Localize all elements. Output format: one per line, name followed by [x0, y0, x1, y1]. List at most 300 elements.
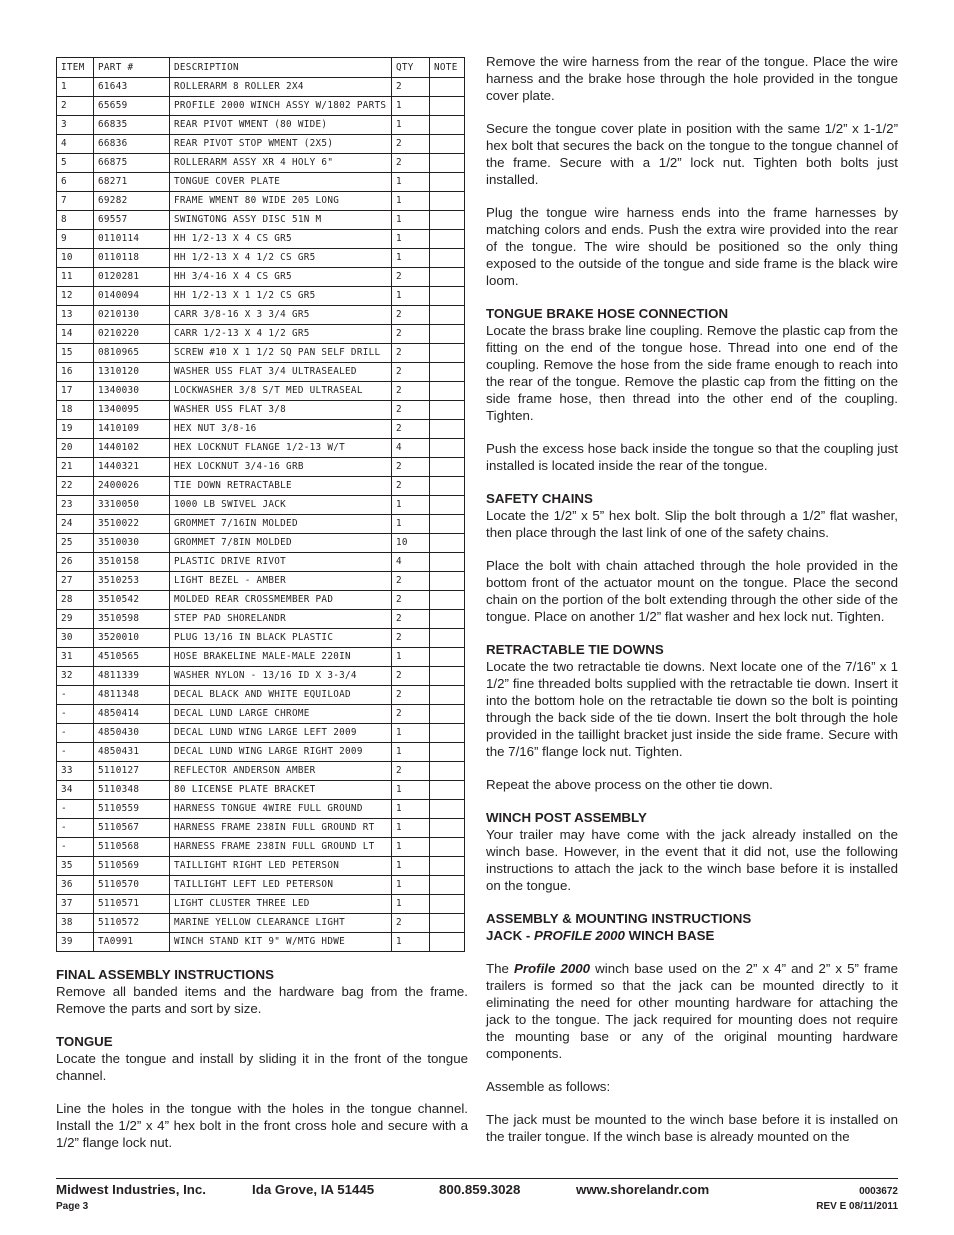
table-row	[57, 515, 465, 534]
table-row	[57, 857, 465, 876]
row-note	[430, 648, 465, 667]
row-part-number: 61643	[94, 78, 170, 97]
row-note	[430, 325, 465, 344]
row-part-number: 69557	[94, 211, 170, 230]
row-description: MARINE YELLOW CLEARANCE LIGHT	[170, 914, 392, 933]
row-qty: 2	[392, 914, 430, 933]
row-qty: 1	[392, 781, 430, 800]
table-row	[57, 287, 465, 306]
table-row	[57, 325, 465, 344]
row-description: ROLLERARM ASSY XR 4 HOLY 6"	[170, 154, 392, 173]
table-row	[57, 401, 465, 420]
row-note	[430, 344, 465, 363]
row-note	[430, 800, 465, 819]
wire-harness-paragraph: Remove the wire harness from the rear of the tongue. Place the wire harness and the brake hose through the hole provided in the tongue cover plate.	[486, 54, 898, 103]
table-row	[57, 268, 465, 287]
row-description: GROMMET 7/8IN MOLDED	[170, 534, 392, 553]
row-qty: 2	[392, 135, 430, 154]
row-qty: 1	[392, 230, 430, 249]
jack-heading-suffix: WINCH BASE	[624, 928, 715, 943]
row-part-number: 4850430	[94, 724, 170, 743]
safety-chains-paragraph-1: Locate the 1/2” x 5” hex bolt. Slip the bolt through a 1/2” flat washer, then place through the last link of one of the safety chains.	[486, 508, 898, 540]
row-item: 17	[57, 382, 94, 401]
row-note	[430, 629, 465, 648]
row-part-number: TA0991	[94, 933, 170, 952]
row-part-number: 5110348	[94, 781, 170, 800]
table-row	[57, 249, 465, 268]
row-part-number: 0120281	[94, 268, 170, 287]
row-description: MOLDED REAR CROSSMEMBER PAD	[170, 591, 392, 610]
table-row	[57, 439, 465, 458]
row-note	[430, 211, 465, 230]
row-qty: 2	[392, 458, 430, 477]
row-item: 27	[57, 572, 94, 591]
row-item: 38	[57, 914, 94, 933]
row-qty: 1	[392, 800, 430, 819]
row-part-number: 1340030	[94, 382, 170, 401]
row-note	[430, 230, 465, 249]
row-description: DECAL LUND WING LARGE LEFT 2009	[170, 724, 392, 743]
row-note	[430, 762, 465, 781]
row-note	[430, 914, 465, 933]
row-item: 28	[57, 591, 94, 610]
table-row	[57, 97, 465, 116]
tongue-paragraph-1: Locate the tongue and install by sliding it in the front of the tongue channel.	[56, 1051, 468, 1083]
row-qty: 2	[392, 268, 430, 287]
row-note	[430, 819, 465, 838]
table-row	[57, 876, 465, 895]
row-description: PLUG 13/16 IN BLACK PLASTIC	[170, 629, 392, 648]
jack-heading-product: PROFILE 2000	[534, 928, 625, 943]
row-item: -	[57, 724, 94, 743]
row-note	[430, 420, 465, 439]
table-row	[57, 230, 465, 249]
row-description: REFLECTOR ANDERSON AMBER	[170, 762, 392, 781]
table-row	[57, 648, 465, 667]
table-row	[57, 667, 465, 686]
row-part-number: 3510598	[94, 610, 170, 629]
row-part-number: 5110569	[94, 857, 170, 876]
row-note	[430, 838, 465, 857]
row-part-number: 4811339	[94, 667, 170, 686]
footer-website: www.shorelandr.com	[576, 1182, 710, 1197]
row-note	[430, 857, 465, 876]
header-part-number: PART #	[94, 58, 170, 78]
tongue-paragraph-2: Line the holes in the tongue with the holes in the tongue channel. Install the 1/2” x 4” hex bolt in the front cross hole and secure with a 1/2” flange lock nut.	[56, 1101, 468, 1150]
row-item: 9	[57, 230, 94, 249]
row-qty: 1	[392, 895, 430, 914]
row-qty: 10	[392, 534, 430, 553]
row-note	[430, 477, 465, 496]
row-qty: 1	[392, 192, 430, 211]
row-part-number: 1440321	[94, 458, 170, 477]
row-note	[430, 534, 465, 553]
row-note	[430, 116, 465, 135]
row-qty: 2	[392, 325, 430, 344]
row-part-number: 4510565	[94, 648, 170, 667]
row-note	[430, 382, 465, 401]
row-item: 21	[57, 458, 94, 477]
row-description: HOSE BRAKELINE MALE-MALE 220IN	[170, 648, 392, 667]
row-qty: 2	[392, 382, 430, 401]
row-item: 23	[57, 496, 94, 515]
footer-document-number: 0003672	[859, 1186, 898, 1197]
table-row	[57, 382, 465, 401]
row-note	[430, 268, 465, 287]
brake-hose-paragraph-2: Push the excess hose back inside the tongue so that the coupling just installed is located inside the rear of the tongue.	[486, 441, 898, 473]
row-qty: 1	[392, 648, 430, 667]
assemble-as-follows-paragraph: Assemble as follows:	[486, 1079, 611, 1094]
row-item: -	[57, 686, 94, 705]
jack-heading-line-1: ASSEMBLY & MOUNTING INSTRUCTIONS	[486, 911, 752, 926]
row-part-number: 3510542	[94, 591, 170, 610]
table-row	[57, 78, 465, 97]
row-item: 33	[57, 762, 94, 781]
row-part-number: 65659	[94, 97, 170, 116]
row-item: -	[57, 743, 94, 762]
row-note	[430, 743, 465, 762]
table-row	[57, 914, 465, 933]
row-qty: 2	[392, 306, 430, 325]
row-description: ROLLERARM 8 ROLLER 2X4	[170, 78, 392, 97]
table-row	[57, 895, 465, 914]
row-note	[430, 306, 465, 325]
row-note	[430, 363, 465, 382]
row-part-number: 5110570	[94, 876, 170, 895]
row-item: 4	[57, 135, 94, 154]
row-item: 3	[57, 116, 94, 135]
row-qty: 2	[392, 686, 430, 705]
row-qty: 2	[392, 629, 430, 648]
row-qty: 1	[392, 933, 430, 952]
table-row	[57, 800, 465, 819]
row-item: -	[57, 800, 94, 819]
row-description: TAILLIGHT LEFT LED PETERSON	[170, 876, 392, 895]
row-note	[430, 781, 465, 800]
table-row	[57, 629, 465, 648]
row-part-number: 5110571	[94, 895, 170, 914]
row-description: DECAL LUND LARGE CHROME	[170, 705, 392, 724]
winch-post-paragraph: Your trailer may have come with the jack already installed on the winch base. However, in the event that it did not, use the following instructions to attach the jack to the winch base before it is installed on the tongue.	[486, 827, 898, 893]
footer-page-number: Page 3	[56, 1201, 89, 1212]
table-row	[57, 192, 465, 211]
row-part-number: 66835	[94, 116, 170, 135]
row-part-number: 0140094	[94, 287, 170, 306]
row-part-number: 5110568	[94, 838, 170, 857]
header-qty: QTY	[392, 58, 430, 78]
row-part-number: 0210130	[94, 306, 170, 325]
row-part-number: 2400026	[94, 477, 170, 496]
row-qty: 1	[392, 116, 430, 135]
row-note	[430, 154, 465, 173]
table-row	[57, 553, 465, 572]
row-description: TAILLIGHT RIGHT LED PETERSON	[170, 857, 392, 876]
row-note	[430, 876, 465, 895]
footer-revision: REV E 08/11/2011	[816, 1201, 898, 1212]
tie-downs-paragraph-2: Repeat the above process on the other tie down.	[486, 777, 773, 792]
row-note	[430, 78, 465, 97]
row-qty: 2	[392, 401, 430, 420]
table-row	[57, 363, 465, 382]
row-item: -	[57, 819, 94, 838]
table-row	[57, 838, 465, 857]
table-row	[57, 933, 465, 952]
table-row	[57, 743, 465, 762]
row-item: 14	[57, 325, 94, 344]
table-row	[57, 477, 465, 496]
table-row	[57, 154, 465, 173]
row-part-number: 66836	[94, 135, 170, 154]
winch-post-heading: WINCH POST ASSEMBLY	[486, 810, 647, 825]
parts-table-body	[57, 78, 465, 952]
row-description: HH 3/4-16 X 4 CS GR5	[170, 268, 392, 287]
row-description: TIE DOWN RETRACTABLE	[170, 477, 392, 496]
row-description: CARR 1/2-13 X 4 1/2 GR5	[170, 325, 392, 344]
row-description: WINCH STAND KIT 9" W/MTG HDWE	[170, 933, 392, 952]
row-item: 29	[57, 610, 94, 629]
profile-paragraph-product: Profile 2000	[514, 961, 591, 976]
row-item: 11	[57, 268, 94, 287]
table-row	[57, 610, 465, 629]
row-description: REAR PIVOT WMENT (80 WIDE)	[170, 116, 392, 135]
row-qty: 2	[392, 363, 430, 382]
row-description: LIGHT CLUSTER THREE LED	[170, 895, 392, 914]
table-row	[57, 344, 465, 363]
row-qty: 1	[392, 515, 430, 534]
row-qty: 2	[392, 667, 430, 686]
row-part-number: 4850414	[94, 705, 170, 724]
row-part-number: 5110572	[94, 914, 170, 933]
row-description: DECAL LUND WING LARGE RIGHT 2009	[170, 743, 392, 762]
row-part-number: 69282	[94, 192, 170, 211]
row-note	[430, 895, 465, 914]
row-item: 13	[57, 306, 94, 325]
row-note	[430, 458, 465, 477]
row-description: WASHER NYLON - 13/16 ID X 3-3/4	[170, 667, 392, 686]
row-item: 24	[57, 515, 94, 534]
row-part-number: 3510158	[94, 553, 170, 572]
row-qty: 4	[392, 553, 430, 572]
row-item: 7	[57, 192, 94, 211]
table-row	[57, 534, 465, 553]
row-qty: 2	[392, 705, 430, 724]
row-item: 18	[57, 401, 94, 420]
row-item: 34	[57, 781, 94, 800]
row-qty: 2	[392, 610, 430, 629]
row-note	[430, 173, 465, 192]
header-item: ITEM	[57, 58, 94, 78]
final-assembly-heading: FINAL ASSEMBLY INSTRUCTIONS	[56, 967, 274, 982]
row-description: HH 1/2-13 X 1 1/2 CS GR5	[170, 287, 392, 306]
row-part-number: 68271	[94, 173, 170, 192]
row-qty: 2	[392, 78, 430, 97]
row-part-number: 1410109	[94, 420, 170, 439]
row-item: 1	[57, 78, 94, 97]
row-note	[430, 249, 465, 268]
left-text-column	[56, 966, 468, 1151]
table-row	[57, 496, 465, 515]
row-description: LOCKWASHER 3/8 S/T MED ULTRASEAL	[170, 382, 392, 401]
row-note	[430, 97, 465, 116]
row-description: SWINGTONG ASSY DISC 51N M	[170, 211, 392, 230]
row-qty: 1	[392, 249, 430, 268]
row-item: 12	[57, 287, 94, 306]
profile-2000-paragraph	[486, 960, 898, 1062]
row-note	[430, 705, 465, 724]
row-part-number: 0110118	[94, 249, 170, 268]
row-item: 31	[57, 648, 94, 667]
row-qty: 2	[392, 344, 430, 363]
row-note	[430, 553, 465, 572]
row-description: HEX NUT 3/8-16	[170, 420, 392, 439]
row-part-number: 3510030	[94, 534, 170, 553]
row-note	[430, 933, 465, 952]
profile-paragraph-start: The	[486, 961, 515, 976]
row-description: 80 LICENSE PLATE BRACKET	[170, 781, 392, 800]
row-part-number: 0210220	[94, 325, 170, 344]
row-description: DECAL BLACK AND WHITE EQUILOAD	[170, 686, 392, 705]
row-qty: 2	[392, 572, 430, 591]
header-description: DESCRIPTION	[170, 58, 392, 78]
row-description: WASHER USS FLAT 3/8	[170, 401, 392, 420]
row-item: 39	[57, 933, 94, 952]
row-note	[430, 724, 465, 743]
cover-plate-paragraph: Secure the tongue cover plate in position with the same 1/2” x 1-1/2” hex bolt that secures the back on the tongue to the tongue channel of the frame. Secure with a 1/2” lock nut. Tighten both bolts just installed.	[486, 121, 898, 187]
row-note	[430, 401, 465, 420]
jack-heading-prefix: JACK -	[486, 928, 535, 943]
row-description: HH 1/2-13 X 4 1/2 CS GR5	[170, 249, 392, 268]
parts-table-header-row	[57, 58, 465, 78]
table-row	[57, 705, 465, 724]
row-qty: 1	[392, 173, 430, 192]
parts-table	[56, 57, 465, 952]
row-part-number: 3510253	[94, 572, 170, 591]
row-description: HARNESS FRAME 238IN FULL GROUND LT	[170, 838, 392, 857]
jack-mounting-paragraph: The jack must be mounted to the winch base before it is installed on the trailer tongue. If the winch base is already mounted on the	[486, 1112, 898, 1144]
row-part-number: 5110559	[94, 800, 170, 819]
row-qty: 2	[392, 420, 430, 439]
jack-heading-line-2	[486, 927, 898, 944]
row-note	[430, 496, 465, 515]
table-row	[57, 762, 465, 781]
safety-chains-heading: SAFETY CHAINS	[486, 491, 593, 506]
plug-harness-paragraph: Plug the tongue wire harness ends into the frame harnesses by matching colors and ends. Push the extra wire provided into the rear of the tongue. The wire should be positioned so the only thing exposed to the outside of the tongue and side frame is the black wire loom.	[486, 205, 898, 288]
row-qty: 1	[392, 838, 430, 857]
row-qty: 1	[392, 743, 430, 762]
footer-divider	[56, 1178, 898, 1179]
row-note	[430, 572, 465, 591]
profile-paragraph-rest: winch base used on the 2” x 4” and 2” x 5” frame trailers is formed so that the jack can be mounted directly to it eliminating the need for other mounting hardware for attaching the jack to the tongue. The jack required for mounting does not require the mounting base or any of the original mounting hardware components.	[486, 961, 899, 1061]
row-item: 26	[57, 553, 94, 572]
table-row	[57, 116, 465, 135]
table-row	[57, 781, 465, 800]
row-description: HH 1/2-13 X 4 CS GR5	[170, 230, 392, 249]
row-description: GROMMET 7/16IN MOLDED	[170, 515, 392, 534]
row-description: PROFILE 2000 WINCH ASSY W/1802 PARTS	[170, 97, 392, 116]
row-item: 37	[57, 895, 94, 914]
row-qty: 4	[392, 439, 430, 458]
row-qty: 1	[392, 819, 430, 838]
row-item: 19	[57, 420, 94, 439]
row-description: WASHER USS FLAT 3/4 ULTRASEALED	[170, 363, 392, 382]
row-qty: 1	[392, 97, 430, 116]
row-item: 35	[57, 857, 94, 876]
tie-downs-paragraph-1: Locate the two retractable tie downs. Next locate one of the 7/16” x 1 1/2” fine threaded bolts supplied with the retractable tie down. Insert it into the bottom hole on the retractable tie down so the bolt is pointing through the back side of the tie down. Insert the bolt through the hole provided in the taillight bracket just inside the side frame. Secure with the 7/16” flange lock nut. Tighten.	[486, 659, 898, 759]
row-note	[430, 439, 465, 458]
row-item: 32	[57, 667, 94, 686]
table-row	[57, 458, 465, 477]
row-part-number: 5110567	[94, 819, 170, 838]
row-item: 8	[57, 211, 94, 230]
row-qty: 1	[392, 496, 430, 515]
row-description: REAR PIVOT STOP WMENT (2X5)	[170, 135, 392, 154]
row-note	[430, 591, 465, 610]
row-description: TONGUE COVER PLATE	[170, 173, 392, 192]
row-item: 15	[57, 344, 94, 363]
row-qty: 1	[392, 876, 430, 895]
row-item: -	[57, 705, 94, 724]
table-row	[57, 686, 465, 705]
row-note	[430, 135, 465, 154]
row-description: STEP PAD SHORELANDR	[170, 610, 392, 629]
brake-hose-heading: TONGUE BRAKE HOSE CONNECTION	[486, 306, 729, 321]
row-item: 6	[57, 173, 94, 192]
footer-company: Midwest Industries, Inc.	[56, 1182, 206, 1197]
row-item: 10	[57, 249, 94, 268]
row-qty: 2	[392, 477, 430, 496]
row-qty: 2	[392, 154, 430, 173]
row-note	[430, 515, 465, 534]
row-description: HEX LOCKNUT 3/4-16 GRB	[170, 458, 392, 477]
row-description: LIGHT BEZEL - AMBER	[170, 572, 392, 591]
final-assembly-paragraph: Remove all banded items and the hardware bag from the frame. Remove the parts and sort by size.	[56, 984, 468, 1016]
tongue-heading: TONGUE	[56, 1034, 113, 1049]
row-item: 16	[57, 363, 94, 382]
row-part-number: 0810965	[94, 344, 170, 363]
row-note	[430, 667, 465, 686]
safety-chains-paragraph-2: Place the bolt with chain attached through the hole provided in the bottom front of the actuator mount on the tongue. Place the second chain on the portion of the bolt extending through the other side of the tongue. Place on another 1/2” flat washer and hex lock nut. Tighten.	[486, 558, 898, 624]
row-part-number: 0110114	[94, 230, 170, 249]
row-item: 5	[57, 154, 94, 173]
row-description: 1000 LB SWIVEL JACK	[170, 496, 392, 515]
row-part-number: 3310050	[94, 496, 170, 515]
row-description: SCREW #10 X 1 1/2 SQ PAN SELF DRILL	[170, 344, 392, 363]
table-row	[57, 420, 465, 439]
row-item: 30	[57, 629, 94, 648]
row-note	[430, 192, 465, 211]
row-part-number: 3520010	[94, 629, 170, 648]
row-item: 2	[57, 97, 94, 116]
row-item: -	[57, 838, 94, 857]
row-description: FRAME WMENT 80 WIDE 205 LONG	[170, 192, 392, 211]
row-note	[430, 610, 465, 629]
row-part-number: 1310120	[94, 363, 170, 382]
row-part-number: 1340095	[94, 401, 170, 420]
row-qty: 1	[392, 211, 430, 230]
row-qty: 1	[392, 724, 430, 743]
table-row	[57, 173, 465, 192]
footer-city: Ida Grove, IA 51445	[252, 1182, 375, 1197]
footer-phone: 800.859.3028	[439, 1182, 521, 1197]
row-part-number: 66875	[94, 154, 170, 173]
row-qty: 1	[392, 857, 430, 876]
row-item: 36	[57, 876, 94, 895]
row-item: 22	[57, 477, 94, 496]
row-qty: 2	[392, 591, 430, 610]
table-row	[57, 135, 465, 154]
row-qty: 2	[392, 762, 430, 781]
row-description: HARNESS FRAME 238IN FULL GROUND RT	[170, 819, 392, 838]
